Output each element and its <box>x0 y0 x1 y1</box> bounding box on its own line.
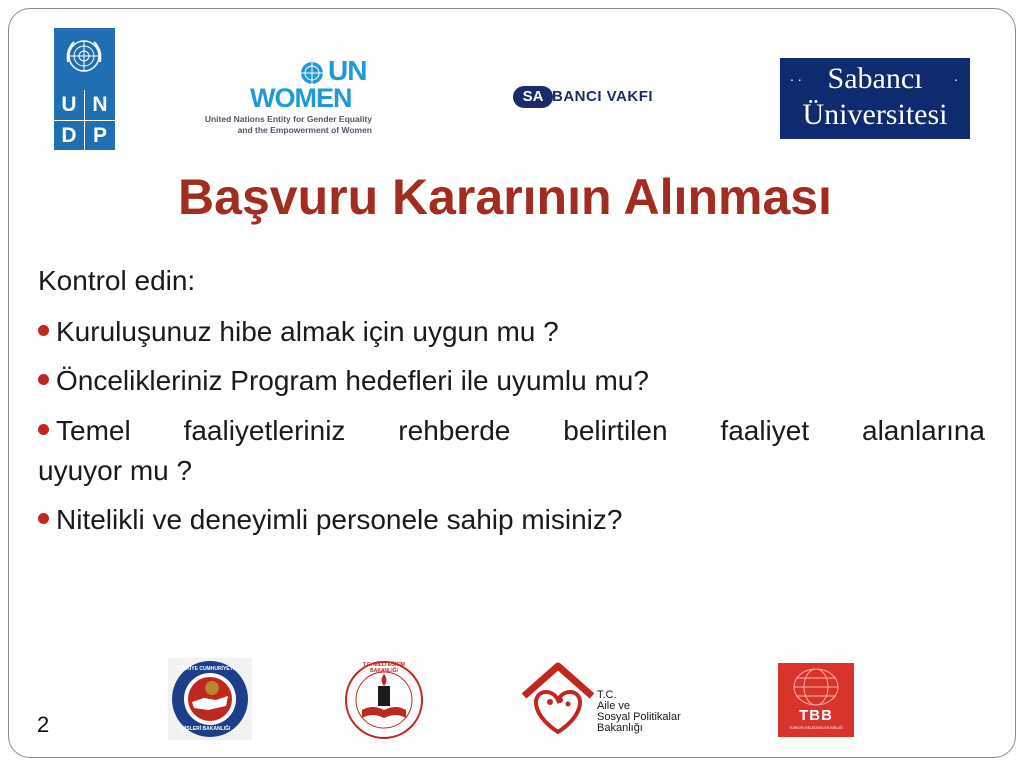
un-women-women: WOMEN <box>250 83 352 113</box>
intro-text: Kontrol edin: <box>38 265 196 296</box>
bullet-item <box>38 503 985 537</box>
undp-letter-n: N <box>85 90 115 121</box>
undp-logo <box>54 28 115 150</box>
icisleri-ring-top: TÜRKİYE CUMHURİYETİ <box>176 666 235 672</box>
aile-logo-icon <box>520 662 596 736</box>
bullet-dot-icon <box>38 325 49 336</box>
aile-line-4: Bakanlığı <box>597 722 643 734</box>
aile-line-1: T.C. <box>597 689 617 701</box>
su-dots-right: . <box>954 68 958 84</box>
aile-text <box>597 690 681 734</box>
icisleri-ring-bottom: İÇİŞLERİ BAKANLIĞI <box>180 726 231 732</box>
slide-title: Başvuru Kararının Alınması <box>178 169 832 225</box>
un-women-tagline <box>200 114 372 136</box>
un-women-tagline-1: United Nations Entity for Gender Equality <box>204 114 372 124</box>
aile-line-2: Aile ve <box>597 700 631 712</box>
meb-ring-text: T.C. MİLLİ EĞİTİM BAKANLIĞI <box>363 662 405 674</box>
un-women-tagline-2: and the Empowerment of Women <box>237 125 372 135</box>
un-emblem-icon <box>64 36 104 76</box>
sabanci-vakfi-text: BANCI VAKFI <box>552 88 654 105</box>
sabanci-vakfi-badge <box>513 86 553 108</box>
undp-letter-d: D <box>54 121 85 151</box>
bullet-dot-icon <box>38 424 49 435</box>
tbb-sub: TÜRKİYE BELEDİYELER BİRLİĞİ <box>789 726 843 730</box>
bullet-text-continued: uyuyor mu ? <box>38 455 193 486</box>
bullet-text: Nitelikli ve deneyimli personele sahip misiniz? <box>56 504 623 535</box>
tbb-globe-icon <box>792 667 840 707</box>
bullet-text: Öncelikleriniz Program hedefleri ile uyumlu mu? <box>56 365 649 396</box>
su-dots-left: . . <box>790 68 802 84</box>
undp-letter-u: U <box>54 90 85 121</box>
bullet-text: Kuruluşunuz hibe almak için uygun mu ? <box>56 316 559 347</box>
bullet-item <box>38 315 985 349</box>
sabanci-university-line1: Sabancı <box>827 62 923 95</box>
aile-line-3: Sosyal Politikalar <box>597 711 681 723</box>
bullet-dot-icon <box>38 513 49 524</box>
bullet-item <box>38 414 985 448</box>
sabanci-university-line2: Üniversitesi <box>802 98 948 131</box>
bullet-dot-icon <box>38 374 49 385</box>
bullet-text: Temel faaliyetleriniz rehberde belirtilen faaliyet alanlarına <box>56 415 985 446</box>
un-women-un: UN <box>328 55 367 86</box>
page-number: 2 <box>37 712 50 737</box>
tbb-logo <box>778 663 854 737</box>
sabanci-vakfi-sa: SA <box>522 88 544 105</box>
tbb-text: TBB <box>799 707 833 724</box>
bullet-item <box>38 364 985 398</box>
undp-letter-p: P <box>92 124 107 147</box>
